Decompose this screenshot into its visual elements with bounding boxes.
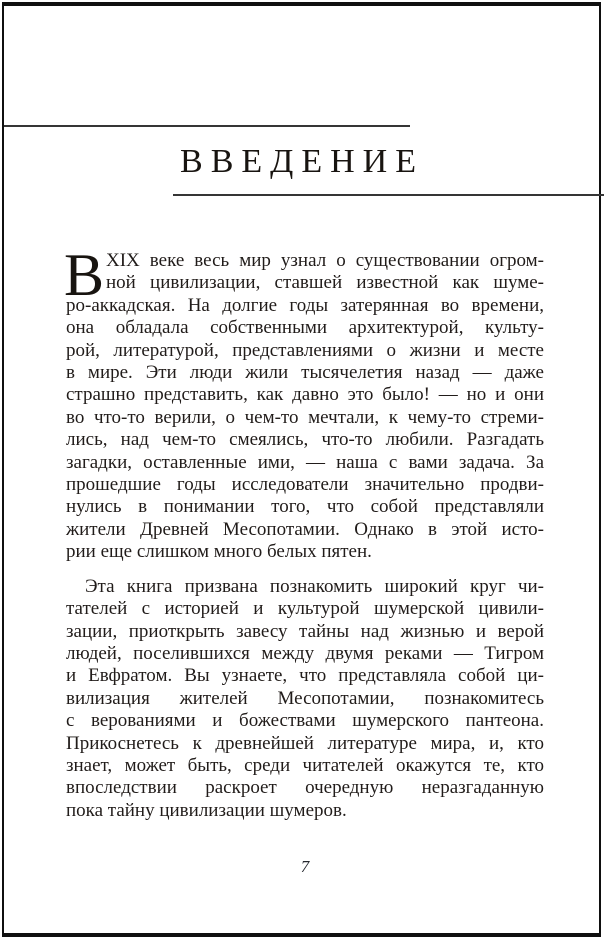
text-line: рой, литературой, представлениями о жизни и месте	[66, 339, 544, 361]
header-rule-right	[173, 194, 604, 196]
text-line: ро-аккадская. На долгие годы затерянная во времени,	[66, 294, 544, 316]
text-line: нулись в понимании того, что собой представляли	[66, 496, 544, 518]
text-line: XIX веке весь мир узнал о существовании огром-	[106, 250, 544, 271]
text-line: во что-то верили, о чем-то мечтали, к чему-то стреми-	[66, 406, 544, 428]
text-line: зации, приоткрыть завесу тайны над жизнью и верой	[66, 620, 544, 642]
text-line: в мире. Эти люди жили тысячелетия назад — даже	[66, 362, 544, 384]
text-line: она обладала собственными архитектурой, культу-	[66, 317, 544, 339]
text-line: жители Древней Месопотамии. Однако в этой исто-	[66, 518, 544, 540]
body-text	[64, 242, 544, 822]
text-line: лись, над чем-то смеялись, что-то любили. Разгадать	[66, 429, 544, 451]
text-line: Прикоснетесь к древнейшей литературе мира, и, кто	[66, 732, 544, 754]
text-line: вилизация жителей Месопотамии, познакомитесь	[66, 687, 544, 709]
chapter-title: ВВЕДЕНИЕ	[180, 143, 424, 180]
header-rule-left	[4, 125, 410, 127]
text-line: впоследствии раскроет очередную неразгаданную	[66, 777, 544, 799]
text-line: и Евфратом. Вы узнаете, что представляла собой ци-	[66, 665, 544, 687]
text-line: страшно представить, как давно это было! — но и они	[66, 384, 544, 406]
page-frame	[2, 2, 601, 937]
text-line: прошедшие годы исследователи значительно продви-	[66, 474, 544, 496]
text-line: загадки, оставленные ими, — наша с вами задача. За	[66, 451, 544, 473]
text-line: знает, может быть, среди читателей окажутся те, кто	[66, 754, 544, 776]
text-line: тателей с историей и культурой шумерской цивили-	[66, 598, 544, 620]
paragraph	[64, 242, 544, 564]
text-line: ной цивилизации, ставшей известной как шуме-	[106, 272, 544, 294]
text-line: людей, поселившихся между двумя реками — Тигром	[66, 642, 544, 664]
text-line: Эта книга призвана познакомить широкий круг чи-	[85, 575, 544, 597]
text-line: рии еще слишком много белых пятен.	[66, 541, 372, 563]
paragraph	[66, 576, 544, 822]
text-line: пока тайну цивилизации шумеров.	[66, 799, 347, 821]
drop-cap: В	[64, 242, 105, 308]
text-line: с верованиями и божествами шумерского пантеона.	[66, 710, 544, 732]
page-number: 7	[300, 857, 310, 876]
